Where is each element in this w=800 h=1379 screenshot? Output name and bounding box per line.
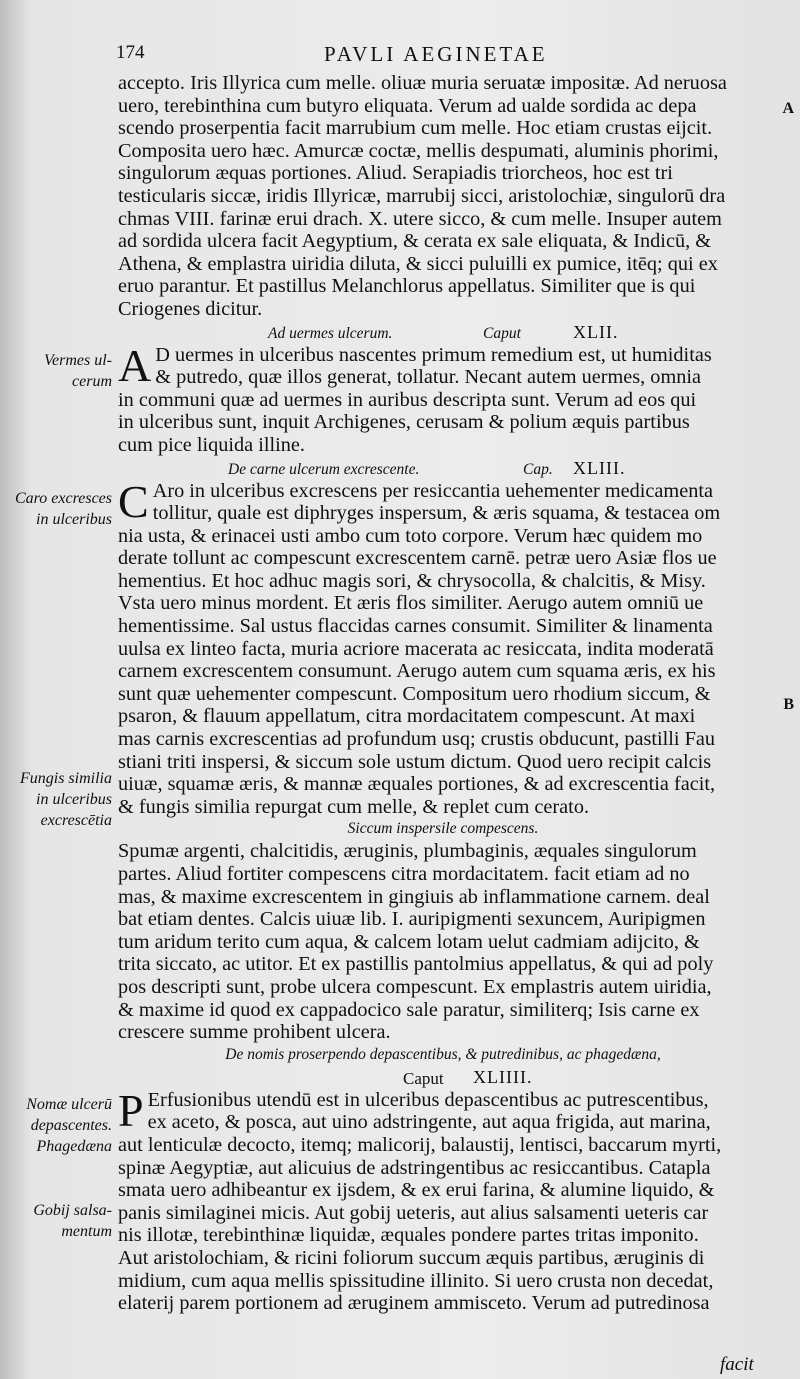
text-line: cum pice liquida illine. [118,433,305,456]
text-line: singulorum æquas portiones. Aliud. Serapiadis triorcheos, hoc est tri [118,162,673,185]
catchword: facit [720,1354,754,1375]
text-line: trita siccato, ac utitor. Et ex pastillis pantolmius appellatus, & qui ad poly [118,953,714,976]
text-line: testicularis siccæ, iridis Illyricæ, marrubij sicci, aristolochiæ, singulorū dra [118,184,726,207]
text-line: & putredo, quæ illos generat, tollatur. Necant autem uermes, omnia [155,366,701,389]
text-line: elaterij parem portionem ad æruginem ammisceto. Verum ad putredinosa [118,1292,710,1315]
chapter-heading-44 [118,1066,768,1089]
text-line: ad sordida ulcera facit Aegyptium, & cerata ex sale eliquata, & Indicū, & [118,230,711,253]
text-line: stiani triti inspersi, & siccum sole ustum dictum. Quod uero recipit calcis [118,750,712,773]
text-line: chmas VIII. farinæ erui drach. X. utere sicco, & cum melle. Insuper autem [118,207,722,230]
chapter-title-44: De nomis proserpendo depascentibus, & putredinibus, ac phagedæna, [225,1045,661,1063]
text-line: ex aceto, & posca, aut uino adstringente, aut aqua frigida, aut marina, [147,1111,711,1134]
text-line: crescere summe prohibent ulcera. [118,1021,391,1044]
chapter-44-text [118,1084,768,1315]
folio-number: 174 [116,42,145,63]
drop-cap: C [118,475,149,527]
chapter-heading-43 [118,457,768,480]
text-line: nis illotæ, terebinthinæ liquidæ, æquales pondere partes tritas imponito. [118,1224,699,1247]
page-header [116,42,756,72]
text-line: uero, terebinthina cum butyro eliquata. Verum ad ualde sordida ac depa [118,94,697,117]
text-line: Criogenes dicitur. [118,297,263,320]
text-line: uulsa ex linteo facta, muria acriore macerata ac resiccata, indita moderatā [118,637,714,660]
margin-note-fungis: Fungis similia in ulceribus excrescētia [19,770,112,829]
chapter-heading-42 [118,321,768,344]
margin-note-gobij: Gobij salsa- mentum [33,1202,112,1240]
text-line: psaron, & flauum appellatum, citra mordacitatem compescunt. At maxi [118,705,696,728]
text-line: D uermes in ulceribus nascentes primum remedium est, ut humiditas [155,343,712,366]
text-line: accepto. Iris Illyrica cum melle. oliuæ muria seruatæ impositæ. Ad neruosa [118,72,727,94]
text-line: Erfusionibus utendū est in ulceribus depascentibus ac putrescentibus, [147,1088,709,1111]
section-letter-b: B [783,696,794,713]
drop-cap: P [118,1084,144,1136]
text-line: Vsta uero minus mordent. Et æris flos similiter. Aerugo autem omniū ue [118,592,704,615]
text-line: partes. Aliud fortiter compescens citra mordacitatem. facit etiam ad no [118,863,690,885]
text-line: derate tollunt ac compescunt excrescentem carnē. petræ uero Asiæ flos ue [118,547,717,570]
chapter-43-text [118,475,768,819]
text-line: Spumæ argenti, chalcitidis, æruginis, plumbaginis, æquales singulorum [118,840,697,863]
paragraph-continuation [118,72,768,321]
text-line: & fungis similia repurgat cum melle, & replet cum cerato. [118,795,590,818]
text-line: tollitur, quale est diphryges inspersum, & æris squama, & testacea om [152,502,721,525]
drop-cap: A [118,339,152,391]
caput-label: Caput [483,324,521,342]
text-line: in communi quæ ad uermes in auribus descripta sunt. Verum ad eos qui [118,388,697,411]
text-line: sunt quæ uehementer compescunt. Compositum uero rhodium siccum, & [118,682,711,705]
text-line: Aut aristolochiam, & ricini foliorum succum æquis partibus, æruginis di [118,1246,705,1269]
text-line: scendo proserpentia facit marrubium cum melle. Hoc etiam crustas eijcit. [118,117,713,140]
caput-label: Cap. [523,460,553,478]
text-line: midium, cum aqua mellis spissitudine illinito. Si uero crusta non decedat, [118,1269,714,1292]
text-line: uiuæ, squamæ æris, & mannæ æquales portiones, & ad excrescentia facit, [118,773,716,796]
chapter-number: XLII. [573,321,619,342]
text-line: mas, & maxime excrescentem in gingiuis ab inflammatione carnem. deal [118,885,710,908]
text-line: Athena, & emplastra uiridia diluta, & sicci puluilli ex pumice, itēq; qui ex [118,252,718,275]
margin-note-vermes: Vermes ul- cerum [44,352,112,390]
text-line: carnem excrescentem consumunt. Aerugo autem cum squama æris, ex his [118,660,716,683]
text-line: smata uero adhibeantur ex ijsdem, & ex erui farina, & alumine liquido, & [118,1179,715,1202]
text-line: in ulceribus sunt, inquit Archigenes, cerusam & polium æquis partibus [118,411,690,434]
running-head: PAVLI AEGINETAE [324,42,548,66]
chapter-title: Ad uermes ulcerum. [268,324,393,342]
text-line: nia usta, & erinacei usti ambo cum toto corpore. Verum hæc quidem mo [118,524,703,547]
chapter-number: XLIIII. [473,1066,533,1087]
text-line: hementissime. Sal ustus flaccidas carnes consumit. Similiter & linamenta [118,615,713,638]
text-line: mas carnis excrescentias ad profundum usq; crustis obducunt, pastilli Fau [118,728,716,751]
chapter-43-text-2 [118,840,768,1043]
chapter-number: XLIII. [573,457,626,478]
recipe-subheading: Siccum inspersile compescens. [347,820,539,838]
text-line: Composita uero hæc. Amurcæ coctæ, mellis despumati, aluminis phorimi, [118,139,719,162]
text-line: bat etiam dentes. Calcis uiuæ lib. I. auripigmenti sexuncem, Auripigmen [118,908,706,931]
text-line: & maxime id quod ex cappadocico sale paratur, similiterq; Isis carne ex [118,998,700,1021]
text-line: panis similaginei micis. Aut gobij ueteris, aut alius salsamenti ueteris car [118,1201,709,1224]
text-line: hementius. Et hoc adhuc magis sori, & chrysocolla, & chalcitis, & Misy. [118,569,706,592]
text-line: Aro in ulceribus excrescens per resiccantia uehementer medicamenta [152,479,713,502]
text-line: spinæ Aegyptiæ, aut alicuius de adstringentibus ac resiccantibus. Catapla [118,1156,711,1179]
main-text-block [118,72,768,1315]
margin-note-nomae: Nomæ ulcerū depascentes. Phagedæna [26,1096,112,1155]
text-line: eruo parantur. Et pastillus Melanchlorus appellatus. Similiter que is qui [118,275,696,298]
margin-note-caro: Caro excresces in ulceribus [15,490,112,528]
chapter-title: De carne ulcerum excrescente. [228,460,420,478]
chapter-42-text [118,339,768,457]
text-line: pos descripti sunt, probe ulcera compescunt. Ex emplastris autem uiridia, [118,975,712,998]
section-letter-a: A [782,100,794,117]
text-line: tum aridum terito cum aqua, & calcem lotam uelut cadmiam adijcito, & [118,930,700,953]
text-line: aut lenticulæ decocto, itemq; malicorij, balaustij, lentisci, baccarum myrti, [118,1133,722,1156]
caput-label: Caput [403,1068,444,1088]
